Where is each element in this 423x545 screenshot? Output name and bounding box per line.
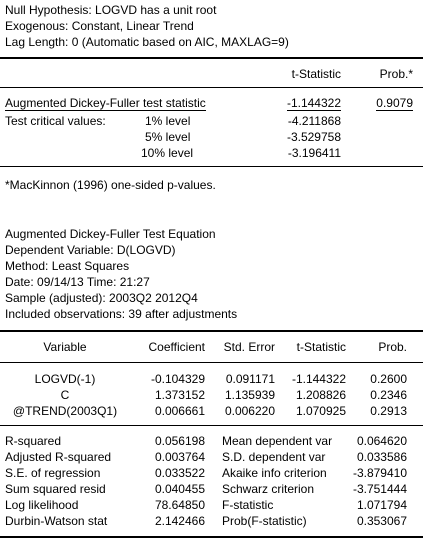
coef-prob: 0.2346 bbox=[370, 388, 407, 402]
footnote: *MacKinnon (1996) one-sided p-values. bbox=[5, 178, 216, 192]
critical-level-1: 1% level bbox=[145, 114, 191, 128]
critical-value-1: -4.211868 bbox=[287, 114, 341, 128]
coef-header-tstat: t-Statistic bbox=[296, 340, 346, 354]
coef-variable: C bbox=[60, 388, 70, 402]
col-header-prob: Prob.* bbox=[379, 67, 413, 81]
coef-stderror: 0.006220 bbox=[224, 404, 275, 418]
critical-values-label: Test critical values: bbox=[5, 114, 106, 128]
stat-value-right: 0.033586 bbox=[356, 450, 407, 464]
stat-label-left: S.E. of regression bbox=[5, 466, 101, 480]
stat-value-right: 1.071794 bbox=[356, 498, 407, 512]
coef-coefficient: -0.104329 bbox=[150, 372, 205, 386]
coef-stderror: 0.091171 bbox=[225, 372, 275, 386]
stat-value-right: 0.353067 bbox=[356, 514, 407, 528]
coef-tstat: -1.144322 bbox=[291, 372, 346, 386]
stat-value-left: 2.142466 bbox=[154, 514, 205, 528]
exogenous-line: Exogenous: Constant, Linear Trend bbox=[5, 19, 194, 33]
stat-label-right: Akaike info criterion bbox=[222, 466, 327, 480]
stat-label-left: Log likelihood bbox=[5, 498, 79, 512]
stat-label-left: R-squared bbox=[5, 434, 62, 448]
adf-statistic-value: -1.144322 bbox=[286, 96, 341, 110]
critical-level-10: 10% level bbox=[141, 146, 194, 160]
stat-label-right: F-statistic bbox=[222, 498, 274, 512]
coef-header-prob: Prob. bbox=[378, 340, 407, 354]
sample-line: Sample (adjusted): 2003Q2 2012Q4 bbox=[5, 291, 198, 305]
adf-statistic-label: Augmented Dickey-Fuller test statistic bbox=[5, 96, 206, 110]
coef-prob: 0.2600 bbox=[370, 372, 407, 386]
stat-label-right: Schwarz criterion bbox=[222, 482, 315, 496]
lag-length-line: Lag Length: 0 (Automatic based on AIC, MAXLAG=9) bbox=[5, 35, 289, 49]
stat-label-right: Mean dependent var bbox=[222, 434, 333, 448]
coef-header-variable: Variable bbox=[43, 340, 87, 354]
coef-header-coefficient: Coefficient bbox=[148, 340, 205, 354]
stat-value-right: -3.879410 bbox=[352, 466, 407, 480]
stat-label-left: Adjusted R-squared bbox=[5, 450, 112, 464]
critical-value-5: -3.529758 bbox=[286, 130, 341, 144]
stat-label-left: Sum squared resid bbox=[5, 482, 106, 496]
coef-coefficient: 0.006661 bbox=[154, 404, 205, 418]
coef-tstat: 1.208826 bbox=[295, 388, 346, 402]
stat-value-left: 78.64850 bbox=[154, 498, 205, 512]
table-header-rule bbox=[0, 87, 423, 88]
dependent-variable: Dependent Variable: D(LOGVD) bbox=[5, 243, 176, 257]
stat-label-left: Durbin-Watson stat bbox=[5, 514, 108, 528]
stat-value-right: 0.064620 bbox=[356, 434, 407, 448]
stat-value-left: 0.003764 bbox=[154, 450, 205, 464]
critical-value-10: -3.196411 bbox=[287, 146, 341, 160]
stat-label-right: S.D. dependent var bbox=[222, 450, 326, 464]
null-hypothesis: Null Hypothesis: LOGVD has a unit root bbox=[5, 3, 217, 17]
stat-value-left: 0.033522 bbox=[154, 466, 205, 480]
observations-line: Included observations: 39 after adjustments bbox=[5, 307, 238, 321]
coef-variable: @TREND(2003Q1) bbox=[12, 404, 118, 418]
coef-top-rule bbox=[0, 330, 423, 332]
coef-prob: 0.2913 bbox=[370, 404, 407, 418]
coef-header-rule bbox=[0, 362, 423, 363]
table-top-rule bbox=[0, 57, 423, 59]
coef-header-stderror: Std. Error bbox=[223, 340, 275, 354]
date-time-line: Date: 09/14/13 Time: 21:27 bbox=[5, 275, 150, 289]
col-header-tstat: t-Statistic bbox=[291, 67, 341, 81]
coef-coefficient: 1.373152 bbox=[154, 388, 205, 402]
coef-bottom-rule bbox=[0, 425, 423, 426]
coef-variable: LOGVD(-1) bbox=[34, 372, 96, 386]
coef-tstat: 1.070925 bbox=[295, 404, 346, 418]
coef-stderror: 1.135939 bbox=[224, 388, 275, 402]
table-bottom-rule bbox=[0, 166, 423, 167]
method-line: Method: Least Squares bbox=[5, 259, 130, 273]
equation-title: Augmented Dickey-Fuller Test Equation bbox=[5, 227, 216, 241]
stat-value-right: -3.751444 bbox=[352, 482, 407, 496]
stats-bottom-rule bbox=[0, 536, 423, 538]
adf-probability: 0.9079 bbox=[376, 96, 413, 110]
stat-label-right: Prob(F-statistic) bbox=[222, 514, 307, 528]
stat-value-left: 0.040455 bbox=[154, 482, 205, 496]
critical-level-5: 5% level bbox=[145, 130, 191, 144]
stat-value-left: 0.056198 bbox=[154, 434, 205, 448]
